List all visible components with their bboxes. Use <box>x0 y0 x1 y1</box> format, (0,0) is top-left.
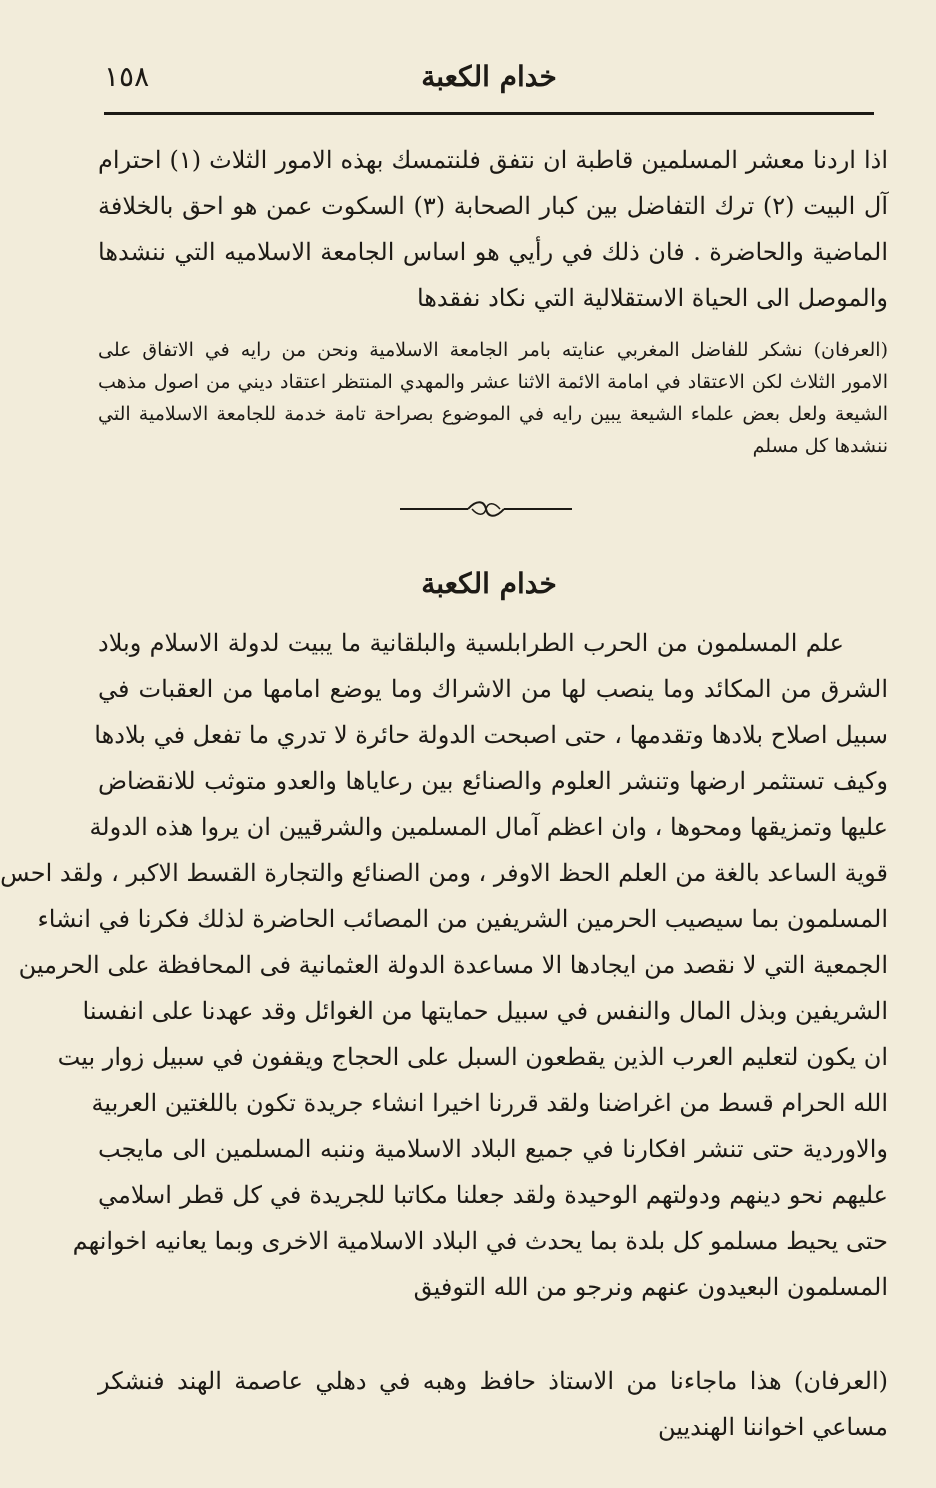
header-rule <box>104 112 874 115</box>
text-line: الله الحرام قسط من اغراضنا ولقد قررنا اخيرا انشاء جريدة تكون باللغتين العربية <box>91 1089 888 1117</box>
section-title: خدام الكعبة <box>421 567 557 600</box>
running-title: خدام الكعبة <box>421 60 557 93</box>
ornamental-divider <box>396 498 576 520</box>
text-line: ان يكون لتعليم العرب الذين يقطعون السبل على الحجاج ويقفون في سبيل زوار بيت <box>57 1043 888 1071</box>
text-line: وكيف تستثمر ارضها وتنشر العلوم والصنائع بين رعاياها والعدو متوثب للانقضاض <box>98 767 888 795</box>
text-line: آل البيت (٢) ترك التفاضل بين كبار الصحابة (٣) السكوت عمن هو احق بالخلافة <box>98 192 889 220</box>
page-header <box>104 56 874 96</box>
text-line: الجمعية التي لا نقصد من ايجادها الا مساعدة الدولة العثمانية فى المحافظة على الحرمين <box>18 951 888 979</box>
text-line: (العرفان) هذا ماجاءنا من الاستاذ حافظ وهبه في دهلي عاصمة الهند فنشكر <box>98 1367 888 1395</box>
note-line: الامور الثلاث لكن الاعتقاد في امامة الائمة الاثنا عشر والمهدي المنتظر اعتقاد ديني من اصول مذهب <box>98 371 888 393</box>
text-line: عليها وتمزيقها ومحوها ، وان اعظم آمال المسلمين والشرقيين ان يروا هذه الدولة <box>89 813 888 841</box>
note-line: الشيعة ولعل بعض علماء الشيعة يبين رايه في الموضوع بصراحة تامة خدمة للجامعة الاسلامية التي <box>98 403 888 425</box>
body-paragraph <box>0 620 888 1310</box>
text-line: علم المسلمون من الحرب الطرابلسية والبلقانية ما يبيت لدولة الاسلام وبلاد <box>98 629 844 657</box>
note-line: ننشدها كل مسلم <box>752 435 888 457</box>
text-line: مساعي اخواننا الهنديين <box>657 1413 888 1441</box>
text-line: قوية الساعد بالغة من العلم الحظ الاوفر ، ومن الصنائع والتجارة القسط الاكبر ، ولقد احس <box>0 859 888 887</box>
page-number: ١٥٨ <box>104 60 150 93</box>
text-line: المسلمون بما سيصيب الحرمين الشريفين من المصائب الحاضرة لذلك فكرنا في انشاء <box>37 905 888 933</box>
text-line: الشريفين وبذل المال والنفس في سبيل حمايتها من الغوائل وقد عهدنا على انفسنا <box>82 997 888 1025</box>
text-line: سبيل اصلاح بلادها وتقدمها ، حتى اصبحت الدولة حائرة لا تدري ما تفعل في بلادها <box>94 721 888 749</box>
text-line: المسلمون البعيدون عنهم ونرجو من الله التوفيق <box>413 1273 888 1301</box>
text-line: والموصل الى الحياة الاستقلالية التي نكاد نفقدها <box>416 284 888 312</box>
text-line: اذا اردنا معشر المسلمين قاطبة ان نتفق فلنتمسك بهذه الامور الثلاث (١) احترام <box>98 146 888 174</box>
note-line: (العرفان) نشكر للفاضل المغربي عنايته بامر الجامعة الاسلامية ونحن من رايه في الاتفاق على <box>98 339 888 361</box>
editor-note-2 <box>98 1358 888 1450</box>
text-line: الشرق من المكائد وما ينصب لها من الاشراك وما يوضع امامها من العقبات في <box>98 675 888 703</box>
text-line: حتى يحيط مسلمو كل بلدة بما يحدث في البلاد الاسلامية الاخرى وبما يعانيه اخوانهم <box>72 1227 888 1255</box>
editor-note <box>98 334 888 462</box>
text-line: الماضية والحاضرة . فان ذلك في رأيي هو اساس الجامعة الاسلاميه التي ننشدها <box>98 238 888 266</box>
text-line: والاوردية حتى تنشر افكارنا في جميع البلاد الاسلامية وننبه المسلمين الى مايجب <box>98 1135 888 1163</box>
text-line: عليهم نحو دينهم ودولتهم الوحيدة ولقد جعلنا مكاتبا للجريدة في كل قطر اسلامي <box>98 1181 888 1209</box>
letter-paragraph <box>98 137 888 321</box>
